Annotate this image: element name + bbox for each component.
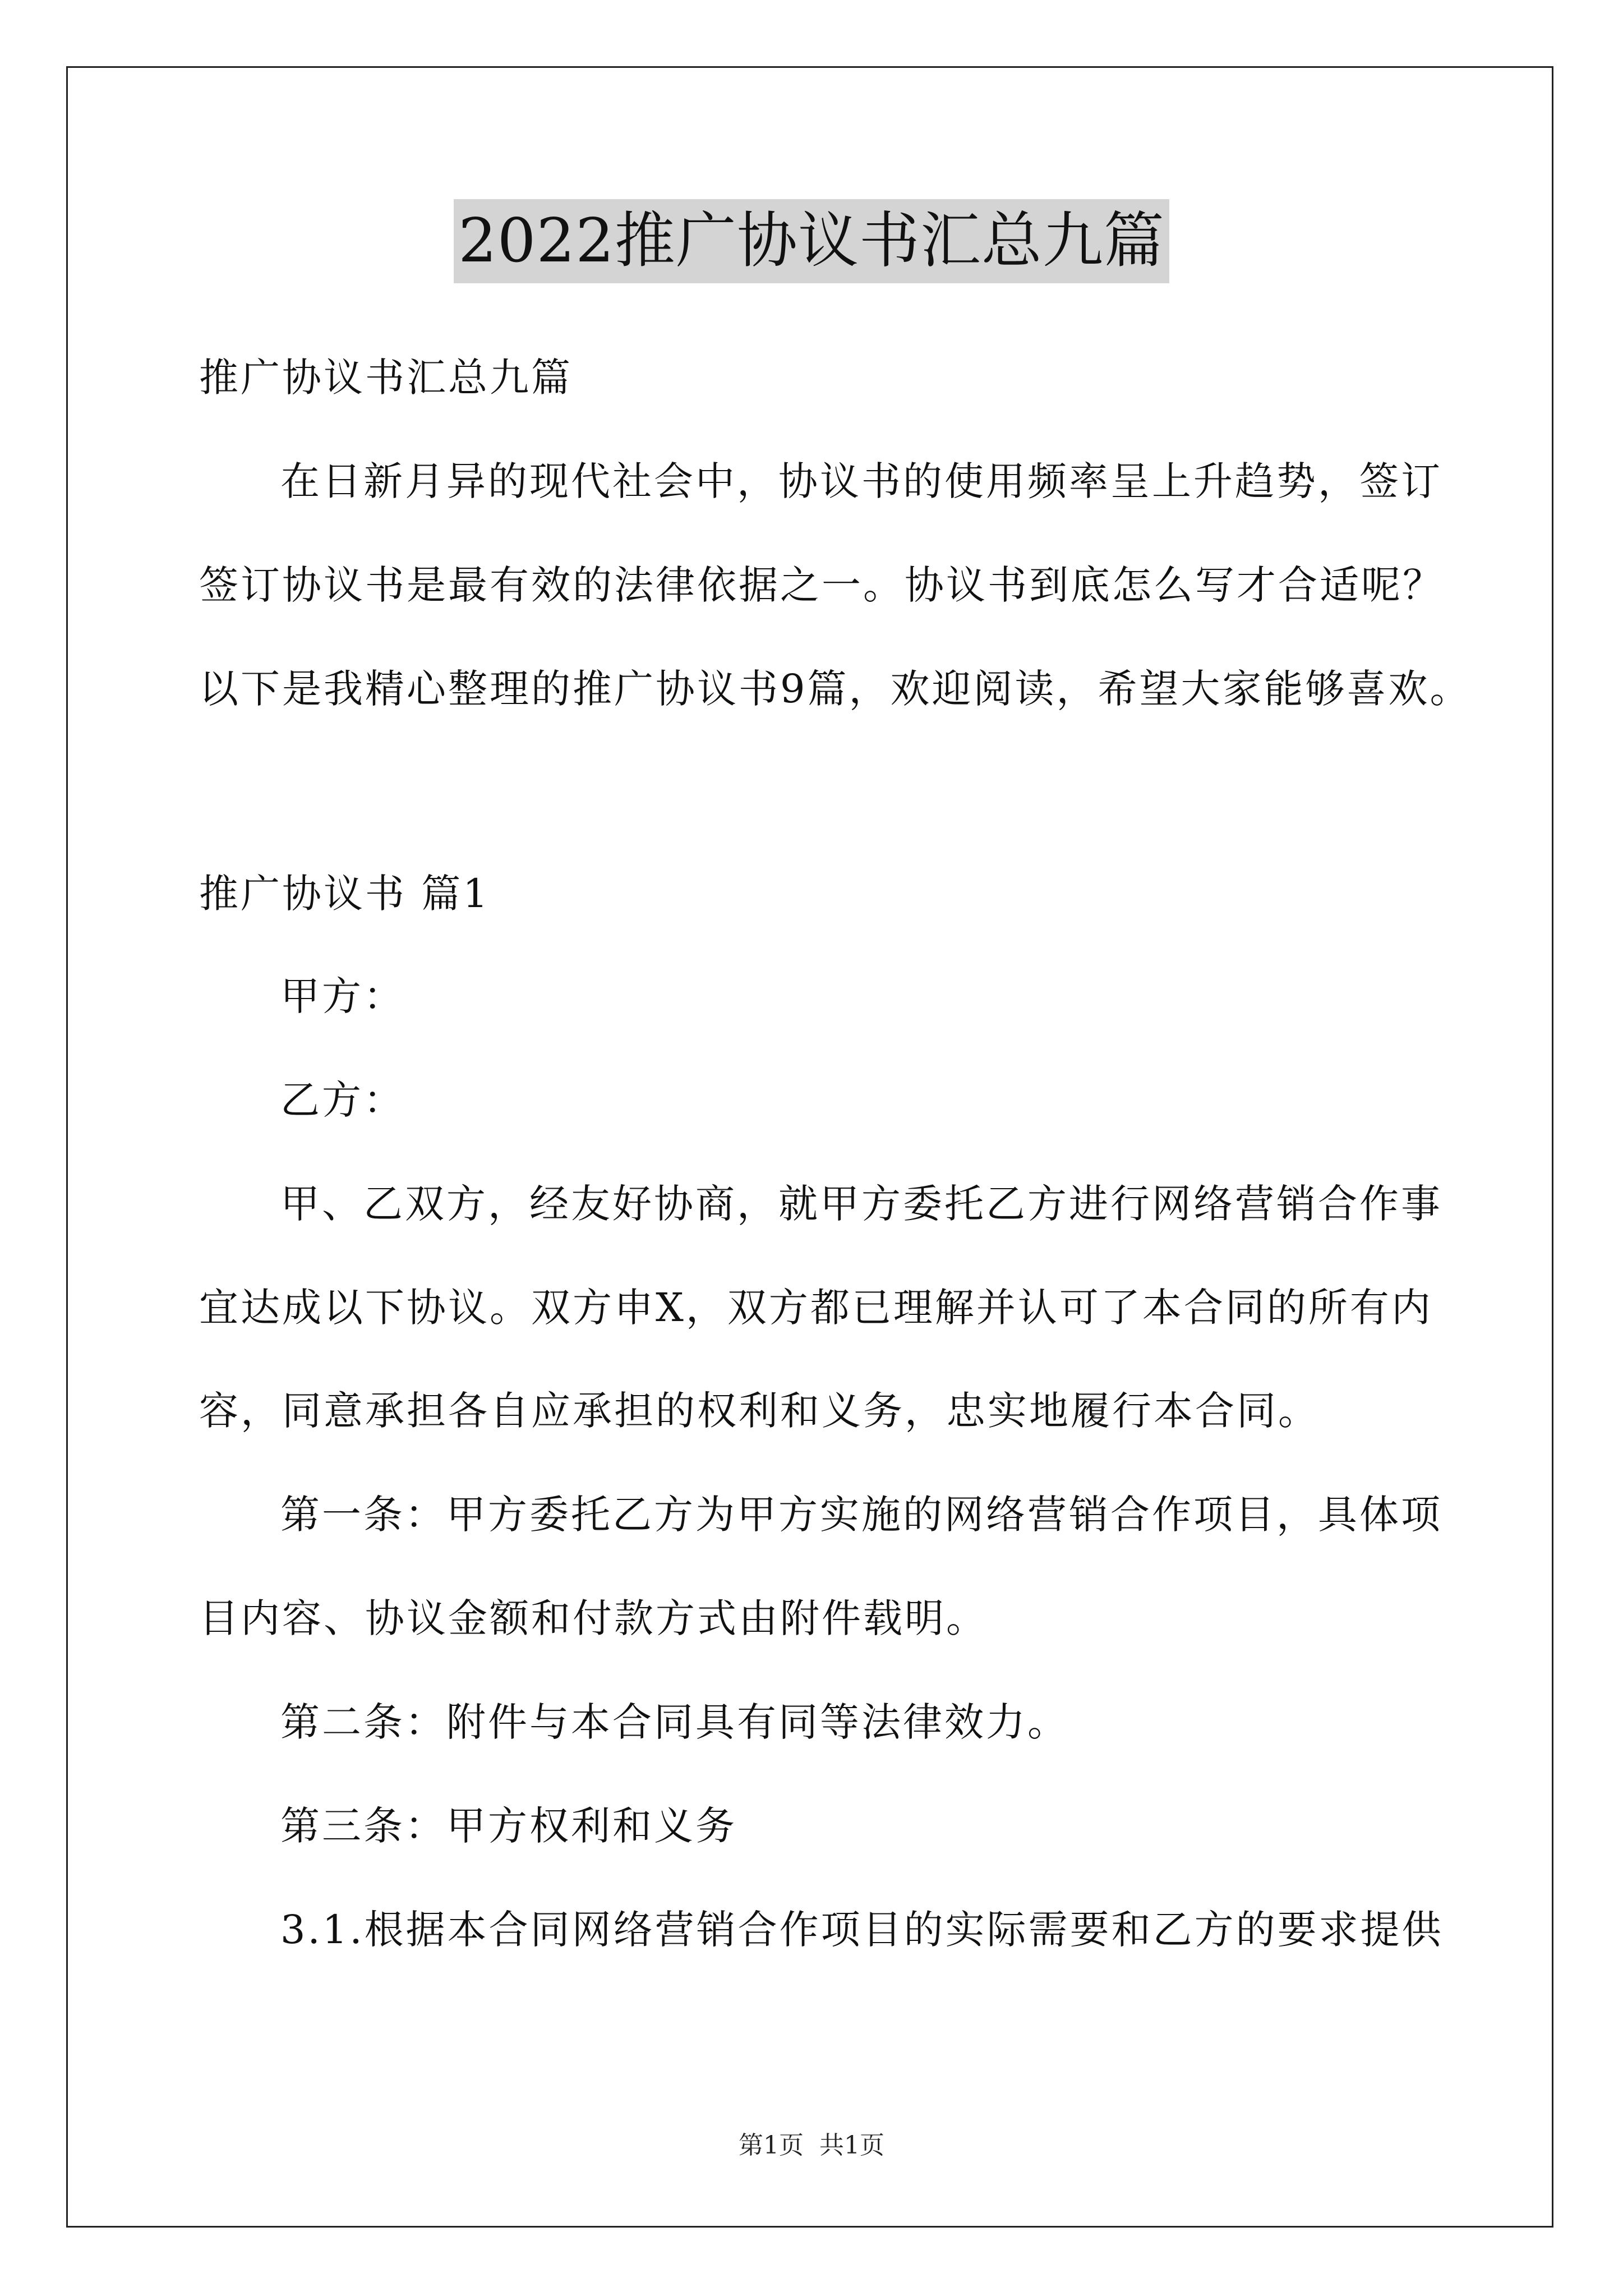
page-number: 第1页 xyxy=(739,2131,804,2160)
subtitle-line: 推广协议书汇总九篇 xyxy=(199,355,573,401)
document-title: 2022推广协议书汇总九篇 xyxy=(454,199,1169,283)
paragraph-line: 宜达成以下协议。双方申X，双方都已理解并认可了本合同的所有内 xyxy=(199,1285,1433,1331)
title-container xyxy=(0,199,1623,283)
clause-line: 3.1.根据本合同网络营销合作项目的实际需要和乙方的要求提供 xyxy=(280,1907,1444,1953)
paragraph-line: 甲、乙双方，经友好协商，就甲方委托乙方进行网络营销合作事 xyxy=(280,1181,1442,1227)
paragraph-line: 容，同意承担各自应承担的权利和义务，忠实地履行本合同。 xyxy=(199,1388,1320,1434)
paragraph-line: 签订协议书是最有效的法律依据之一。协议书到底怎么写才合适呢？ xyxy=(199,562,1444,608)
party-b-line: 乙方： xyxy=(280,1077,405,1123)
party-a-line: 甲方： xyxy=(280,973,405,1019)
article-line: 目内容、协议金额和付款方式由附件载明。 xyxy=(199,1595,988,1641)
article-line: 第三条：甲方权利和义务 xyxy=(280,1803,737,1849)
article-line: 第一条：甲方委托乙方为甲方实施的网络营销合作项目，具体项 xyxy=(280,1492,1442,1538)
paragraph-line: 以下是我精心整理的推广协议书9篇，欢迎阅读，希望大家能够喜欢。 xyxy=(199,666,1472,712)
page-total: 共1页 xyxy=(819,2131,884,2160)
paragraph-line: 在日新月异的现代社会中，协议书的使用频率呈上升趋势，签订 xyxy=(280,458,1442,504)
section-heading: 推广协议书 篇1 xyxy=(199,871,490,917)
article-line: 第二条：附件与本合同具有同等法律效力。 xyxy=(280,1699,1069,1745)
page-footer xyxy=(0,2129,1623,2162)
